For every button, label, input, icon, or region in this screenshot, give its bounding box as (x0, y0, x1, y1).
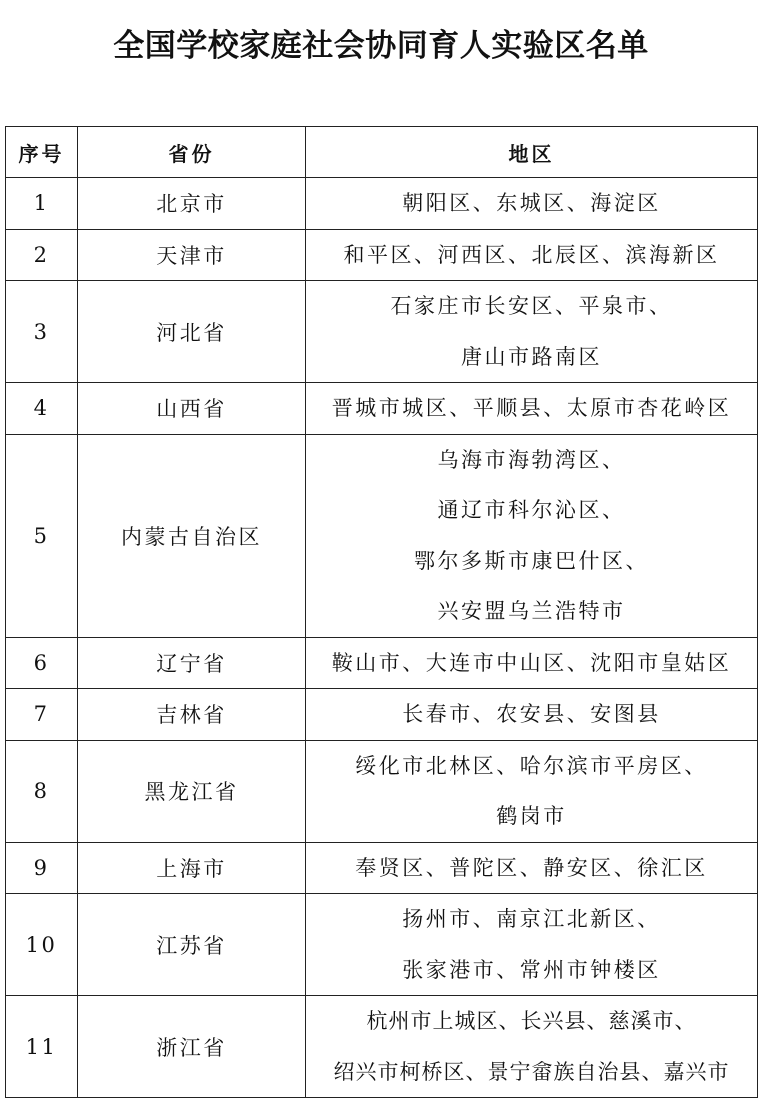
table-row (6, 637, 758, 689)
row-province: 上海市 (78, 842, 306, 894)
row-index: 5 (6, 434, 78, 637)
row-region (306, 434, 758, 637)
region-line: 绥化市北林区、哈尔滨市平房区、 (355, 753, 708, 778)
row-region (306, 281, 758, 383)
table-row (6, 281, 758, 383)
table-row (6, 178, 758, 230)
table-row (6, 689, 758, 741)
table-row (6, 229, 758, 281)
page-title: 全国学校家庭社会协同育人实验区名单 (113, 28, 649, 64)
region-line: 鹤岗市 (496, 804, 567, 828)
row-index: 7 (6, 689, 78, 741)
row-index: 6 (6, 637, 78, 689)
table-row (6, 740, 758, 842)
row-index: 4 (6, 383, 78, 435)
row-region (306, 229, 758, 281)
row-region (306, 637, 758, 689)
row-province: 吉林省 (78, 689, 306, 741)
region-line: 唐山市路南区 (461, 344, 602, 369)
table-row (6, 894, 758, 996)
region-line: 晋城市城区、平顺县、太原市杏花岭区 (331, 396, 732, 420)
row-region (306, 178, 758, 230)
header-region: 地区 (306, 127, 758, 178)
row-province: 北京市 (78, 178, 306, 230)
region-line: 通辽市科尔沁区、 (437, 498, 626, 522)
row-province: 内蒙古自治区 (78, 434, 306, 637)
row-province: 河北省 (78, 281, 306, 383)
region-line: 绍兴市柯桥区、景宁畲族自治县、嘉兴市 (333, 1059, 730, 1084)
region-line: 和平区、河西区、北辰区、滨海新区 (343, 242, 720, 267)
table-row (6, 996, 758, 1098)
row-index: 10 (6, 894, 78, 996)
row-index: 1 (6, 178, 78, 230)
region-line: 乌海市海勃湾区、 (437, 447, 626, 472)
region-line: 兴安盟乌兰浩特市 (437, 599, 626, 623)
table-header-row (6, 127, 758, 178)
row-region (306, 740, 758, 842)
region-line: 鞍山市、大连市中山区、沈阳市皇姑区 (331, 650, 732, 675)
region-line: 杭州市上城区、长兴县、慈溪市、 (366, 1009, 697, 1033)
region-line: 扬州市、南京江北新区、 (402, 907, 661, 931)
row-index: 3 (6, 281, 78, 383)
region-line: 张家港市、常州市钟楼区 (402, 957, 661, 982)
table-row (6, 434, 758, 637)
header-province: 省份 (78, 127, 306, 178)
row-province: 江苏省 (78, 894, 306, 996)
row-province: 黑龙江省 (78, 740, 306, 842)
row-province: 天津市 (78, 229, 306, 281)
row-province: 山西省 (78, 383, 306, 435)
row-region (306, 996, 758, 1098)
region-line: 鄂尔多斯市康巴什区、 (414, 548, 649, 573)
row-province: 浙江省 (78, 996, 306, 1098)
region-line: 奉贤区、普陀区、静安区、徐汇区 (355, 855, 708, 880)
row-region (306, 894, 758, 996)
row-province: 辽宁省 (78, 637, 306, 689)
table-row (6, 383, 758, 435)
row-region (306, 689, 758, 741)
region-line: 石家庄市长安区、平泉市、 (390, 294, 673, 318)
region-line: 长春市、农安县、安图县 (402, 702, 661, 726)
row-index: 2 (6, 229, 78, 281)
header-index: 序号 (6, 127, 78, 178)
row-region (306, 383, 758, 435)
table-row (6, 842, 758, 894)
region-line: 朝阳区、东城区、海淀区 (402, 191, 661, 215)
row-index: 8 (6, 740, 78, 842)
experimental-zone-table (5, 126, 758, 1098)
row-index: 9 (6, 842, 78, 894)
row-region (306, 842, 758, 894)
row-index: 11 (6, 996, 78, 1098)
